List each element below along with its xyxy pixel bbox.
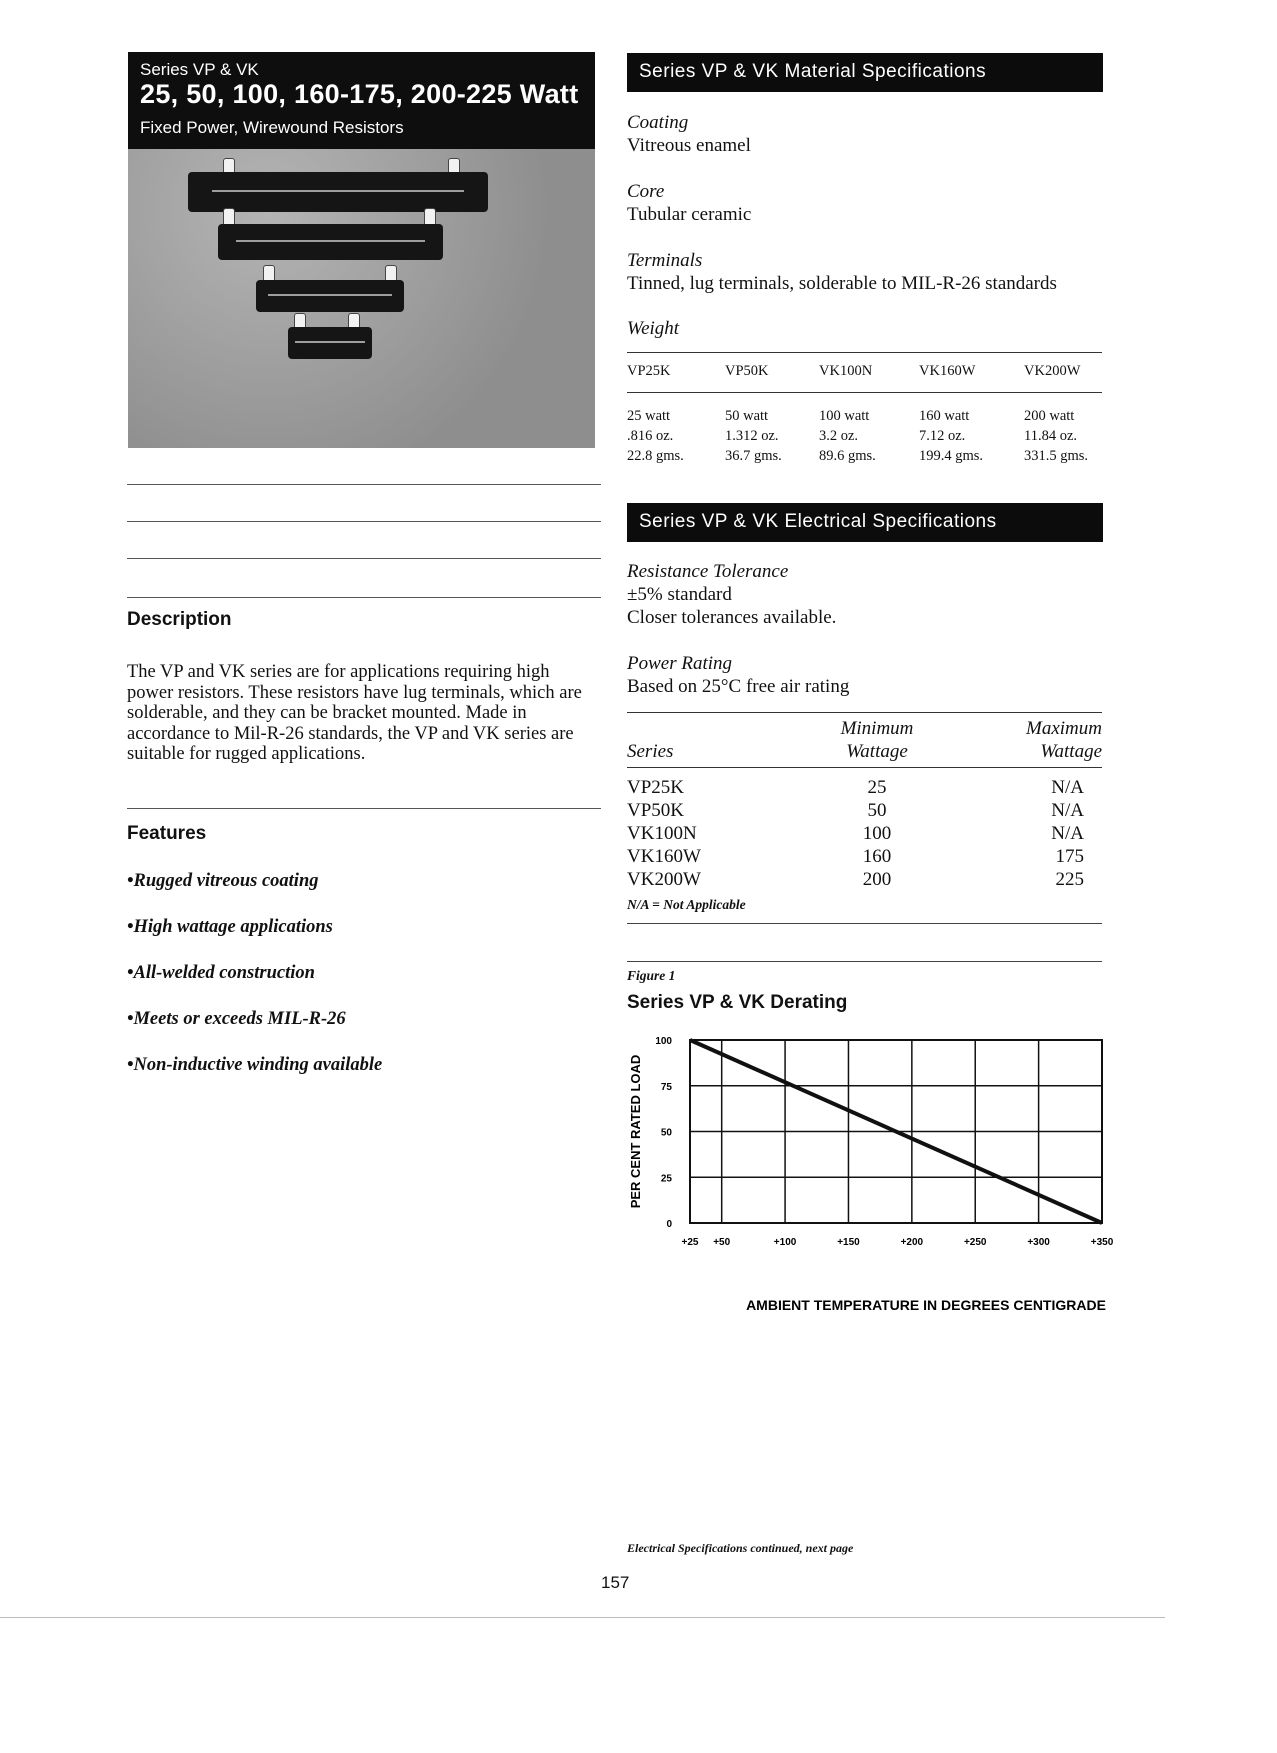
table-header-row bbox=[627, 713, 1102, 741]
description-heading: Description bbox=[127, 609, 232, 630]
table-cell: VK160W bbox=[627, 845, 701, 867]
table-cell: 199.4 gms. bbox=[919, 448, 984, 464]
divider bbox=[127, 484, 601, 485]
x-tick-label: +250 bbox=[963, 1237, 987, 1248]
table-cell: 7.12 oz. bbox=[919, 428, 966, 444]
derating-chart bbox=[620, 1025, 1114, 1325]
table-cell: 25 bbox=[867, 776, 887, 798]
table-cell: 3.2 oz. bbox=[819, 428, 859, 444]
table-header: VK200W bbox=[1024, 363, 1081, 380]
feature-item: •High wattage applications bbox=[127, 917, 333, 937]
feature-item: •Rugged vitreous coating bbox=[127, 871, 319, 891]
table-row bbox=[627, 845, 1102, 868]
y-axis-label: PER CENT RATED LOAD bbox=[628, 1054, 643, 1209]
col-max-header-1: Maximum bbox=[957, 713, 1102, 741]
x-tick-label: +200 bbox=[900, 1237, 924, 1248]
coating-label: Coating bbox=[627, 112, 689, 133]
table-cell: 160 watt bbox=[919, 408, 970, 424]
figure-label: Figure 1 bbox=[627, 968, 676, 983]
feature-item: •All-welded construction bbox=[127, 963, 315, 983]
weight-label: Weight bbox=[627, 318, 680, 339]
table-cell: 89.6 gms. bbox=[819, 448, 876, 464]
table-header: VP25K bbox=[627, 363, 671, 380]
y-tick-label: 25 bbox=[660, 1173, 672, 1185]
power-rating-table bbox=[627, 712, 1102, 891]
y-tick-label: 75 bbox=[660, 1081, 672, 1093]
weight-header-row bbox=[627, 352, 1102, 392]
table-cell: .816 oz. bbox=[627, 428, 674, 444]
table-cell: 331.5 gms. bbox=[1024, 448, 1089, 464]
y-tick-label: 100 bbox=[655, 1036, 672, 1047]
tolerance-label: Resistance Tolerance bbox=[627, 561, 789, 582]
table-cell: 36.7 gms. bbox=[725, 448, 782, 464]
x-tick-label: +100 bbox=[773, 1237, 797, 1248]
coating-value: Vitreous enamel bbox=[627, 135, 751, 156]
x-tick-label: +25 bbox=[681, 1237, 699, 1248]
table-cell: 22.8 gms. bbox=[627, 448, 684, 464]
col-min-header-1: Minimum bbox=[797, 713, 957, 741]
table-cell: VP50K bbox=[627, 799, 685, 821]
terminals-label: Terminals bbox=[627, 250, 703, 271]
table-cell: VP25K bbox=[627, 776, 685, 798]
table-cell: 175 bbox=[1055, 845, 1084, 867]
table-cell: 100 bbox=[862, 822, 892, 844]
table-cell: 100 watt bbox=[819, 408, 870, 424]
hero-wattage: 25, 50, 100, 160-175, 200-225 Watt bbox=[140, 79, 579, 109]
table-header: VK160W bbox=[919, 363, 976, 380]
page-edge-line bbox=[0, 1617, 1165, 1618]
x-tick-label: +300 bbox=[1027, 1237, 1050, 1248]
divider bbox=[127, 521, 601, 522]
tolerance-standard: ±5% standard bbox=[627, 584, 732, 605]
resistor-100w bbox=[256, 280, 404, 312]
table-cell: 200 bbox=[862, 868, 892, 890]
hero-series: Series VP & VK bbox=[140, 60, 259, 79]
table-row bbox=[627, 799, 1102, 822]
table-row bbox=[627, 868, 1102, 891]
page-number: 157 bbox=[601, 1573, 630, 1592]
product-photo bbox=[128, 52, 595, 448]
table-cell: 50 watt bbox=[725, 408, 769, 424]
x-tick-label: +50 bbox=[713, 1237, 731, 1248]
figure-title: Series VP & VK Derating bbox=[627, 992, 848, 1013]
power-rating-label: Power Rating bbox=[627, 653, 733, 674]
terminals-value: Tinned, lug terminals, solderable to MIL-R-26 standards bbox=[627, 273, 1057, 294]
table-cell: 25 watt bbox=[627, 408, 671, 424]
table-cell: N/A bbox=[1051, 776, 1084, 798]
divider bbox=[627, 961, 1102, 962]
description-text: The VP and VK series are for applications requiring high power resistors. These resistors have lug terminals, which are solderable, and they can be bracket mounted. Made in accordance to Mil-R-26 standards, the VP and VK series are suitable for rugged applications. bbox=[127, 662, 582, 764]
continued-note: Electrical Specifications continued, next page bbox=[627, 1541, 854, 1555]
feature-item: •Non-inductive winding available bbox=[127, 1055, 383, 1075]
table-row bbox=[627, 768, 1102, 800]
table-header: VK100N bbox=[819, 363, 873, 380]
table-cell: VK200W bbox=[627, 868, 701, 890]
feature-item: •Meets or exceeds MIL-R-26 bbox=[127, 1009, 346, 1029]
hero-subtitle: Fixed Power, Wirewound Resistors bbox=[140, 118, 404, 137]
table-cell: 11.84 oz. bbox=[1024, 428, 1078, 444]
col-max-header-2: Wattage bbox=[957, 740, 1102, 768]
table-cell: 1.312 oz. bbox=[725, 428, 779, 444]
table-cell: 50 bbox=[867, 799, 887, 821]
x-tick-label: +350 bbox=[1090, 1237, 1114, 1248]
na-note: N/A = Not Applicable bbox=[627, 897, 746, 912]
y-tick-label: 50 bbox=[660, 1127, 672, 1139]
col-min-header-2: Wattage bbox=[797, 740, 957, 768]
table-cell: 200 watt bbox=[1024, 408, 1075, 424]
core-label: Core bbox=[627, 181, 665, 202]
table-row bbox=[627, 447, 1102, 467]
table-row bbox=[627, 407, 1102, 427]
table-cell: 225 bbox=[1055, 868, 1084, 890]
table-cell: N/A bbox=[1051, 822, 1084, 844]
divider bbox=[627, 923, 1102, 924]
tolerance-closer: Closer tolerances available. bbox=[627, 607, 837, 628]
resistor-200w bbox=[188, 172, 488, 212]
resistor-25w bbox=[288, 327, 372, 359]
x-axis-label: AMBIENT TEMPERATURE IN DEGREES CENTIGRADE bbox=[746, 1297, 1106, 1313]
col-series-header: Series bbox=[627, 740, 797, 768]
resistor-160w bbox=[218, 224, 443, 260]
electrical-specs-heading: Series VP & VK Electrical Specifications bbox=[627, 503, 1103, 542]
material-specs-heading: Series VP & VK Material Specifications bbox=[627, 53, 1103, 92]
x-tick-label: +150 bbox=[837, 1237, 860, 1248]
y-tick-label: 0 bbox=[666, 1219, 672, 1230]
table-header-row bbox=[627, 740, 1102, 768]
weight-table bbox=[627, 352, 1102, 467]
table-cell: VK100N bbox=[627, 822, 697, 844]
divider bbox=[127, 597, 601, 598]
table-header: VP50K bbox=[725, 363, 769, 380]
table-row bbox=[627, 427, 1102, 447]
divider bbox=[127, 808, 601, 809]
table-row bbox=[627, 822, 1102, 845]
features-heading: Features bbox=[127, 823, 207, 844]
core-value: Tubular ceramic bbox=[627, 204, 752, 225]
table-cell: 160 bbox=[862, 845, 892, 867]
power-rating-value: Based on 25°C free air rating bbox=[627, 676, 850, 697]
hero-title-band bbox=[128, 52, 595, 149]
table-cell: N/A bbox=[1051, 799, 1084, 821]
divider bbox=[127, 558, 601, 559]
